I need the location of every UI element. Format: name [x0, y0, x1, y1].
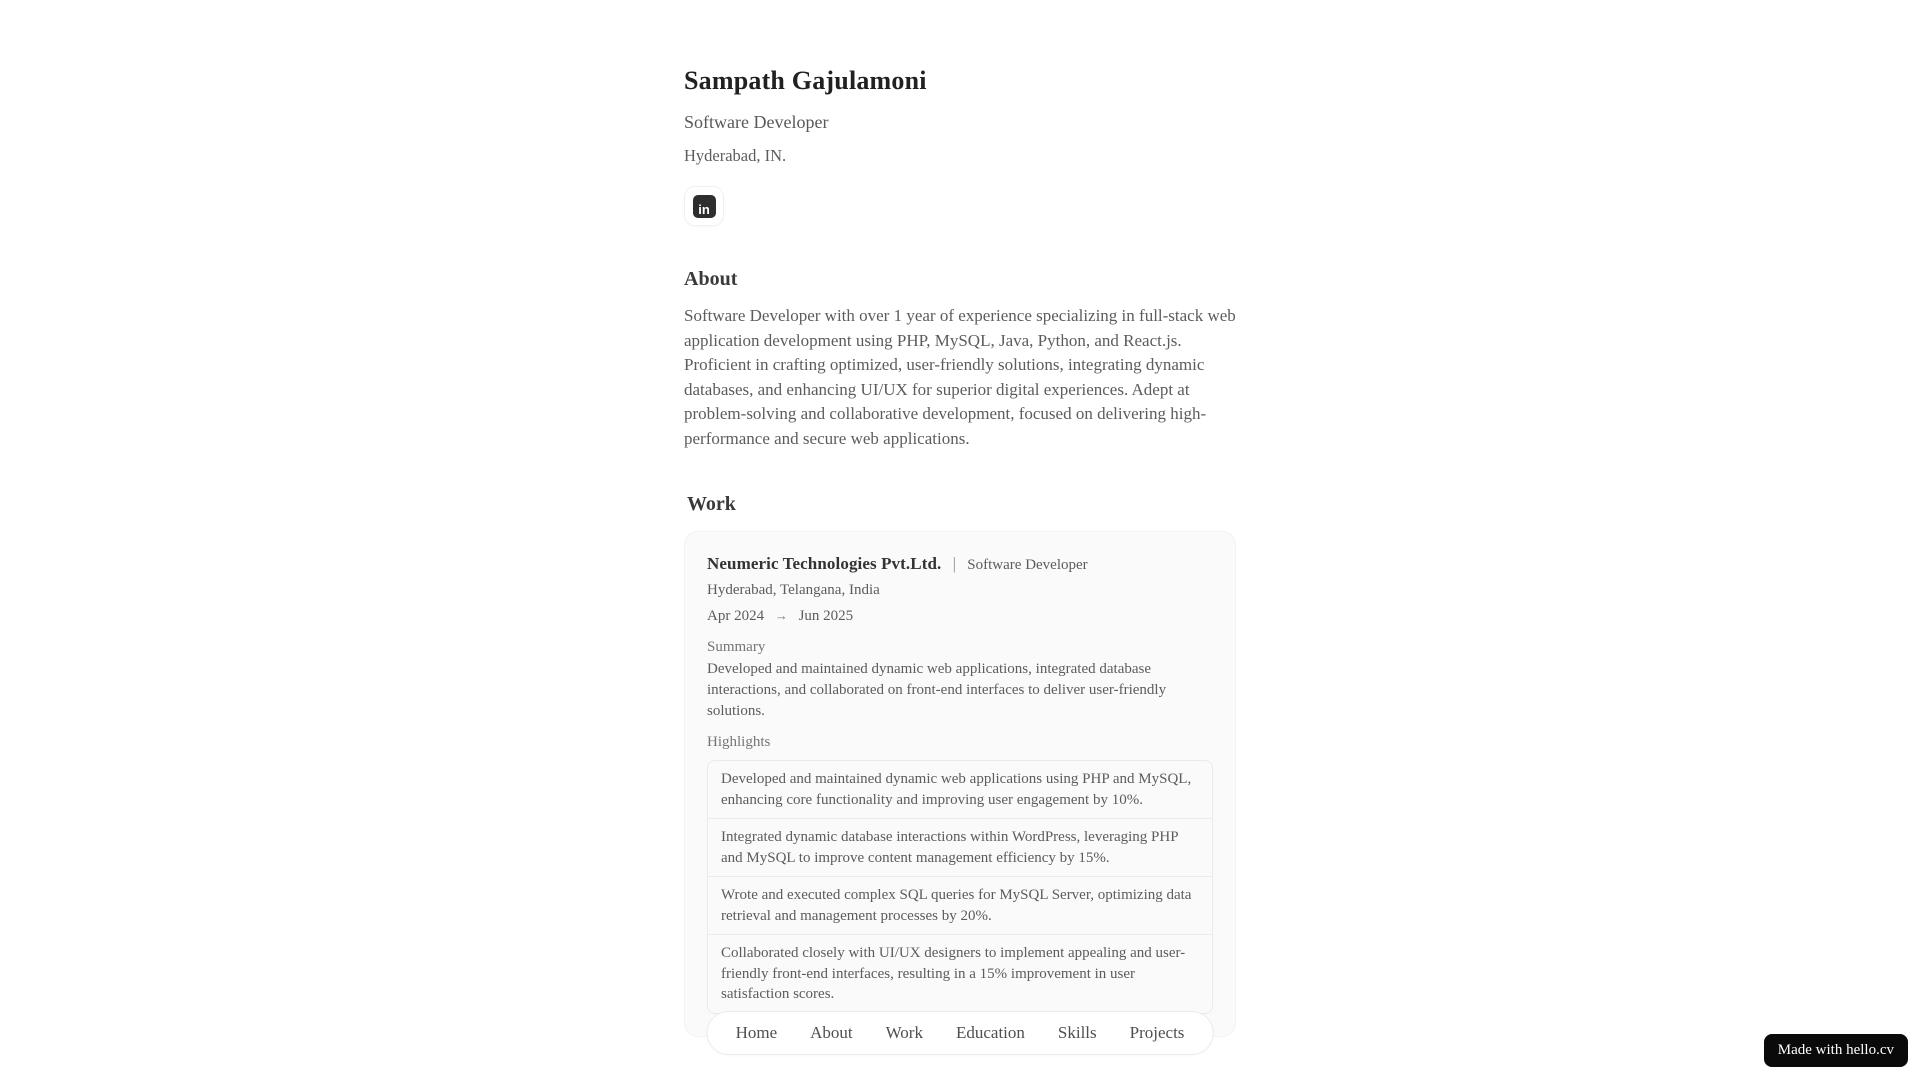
profile-location: Hyderabad, IN. — [684, 146, 787, 165]
linkedin-button[interactable] — [684, 186, 724, 226]
company-name: Neumeric Technologies Pvt.Ltd. — [707, 554, 942, 573]
linkedin-icon: in — [693, 195, 716, 218]
arrow-right-icon: → — [774, 608, 788, 623]
nav-item-education[interactable]: Education — [955, 1023, 1025, 1042]
profile-title: Software Developer — [684, 112, 829, 132]
highlight-item: Collaborated closely with UI/UX designers to implement appealing and user-friendly front-end interfaces, resulting in a 15% improvement in user satisfaction scores. — [721, 945, 1186, 1002]
work-heading: Work — [687, 493, 736, 515]
summary-text: Developed and maintained dynamic web applications, integrated database interactions, and collaborated on front-end interfaces to deliver user-friendly solutions. — [707, 661, 1167, 719]
resume-page — [684, 0, 1236, 1037]
bottom-nav — [707, 1011, 1214, 1055]
made-with-hellocv-badge[interactable]: Made with hello.cv — [1764, 1034, 1908, 1067]
work-entry-header — [707, 554, 1213, 574]
profile-name: Sampath Gajulamoni — [684, 66, 927, 95]
highlights-list — [707, 760, 1213, 1014]
about-heading: About — [684, 268, 738, 290]
nav-item-home[interactable]: Home — [735, 1023, 778, 1042]
job-location: Hyderabad, Telangana, India — [707, 582, 880, 598]
highlights-label: Highlights — [707, 734, 771, 750]
job-date-start: Apr 2024 — [707, 608, 765, 624]
nav-item-work[interactable]: Work — [885, 1023, 923, 1042]
about-text: Software Developer with over 1 year of experience specializing in full-stack web application development using PHP, MySQL, Java, Python, and React.js. Proficient in crafting optimized, user-friendly solutions, integrating dynamic databases, and enhancing UI/UX for superior digital experiences. Adept at problem-solving and collaborative development, focused on delivering high-performance and secure web applications. — [684, 306, 1236, 448]
summary-label: Summary — [707, 639, 766, 655]
nav-item-skills[interactable]: Skills — [1057, 1023, 1097, 1042]
social-links-row — [684, 186, 1236, 226]
highlight-item: Developed and maintained dynamic web applications using PHP and MySQL, enhancing core functionality and improving user engagement by 10%. — [708, 761, 1212, 819]
highlight-item: Wrote and executed complex SQL queries for MySQL Server, optimizing data retrieval and management processes by 20%. — [708, 877, 1212, 935]
job-dates — [707, 608, 1213, 625]
highlight-item: Integrated dynamic database interactions within WordPress, leveraging PHP and MySQL to improve content management efficiency by 15%. — [708, 819, 1212, 877]
company-role-separator: | — [952, 554, 957, 573]
nav-item-projects[interactable]: Projects — [1129, 1023, 1185, 1042]
nav-item-about[interactable]: About — [810, 1023, 853, 1042]
work-entry-card — [684, 531, 1236, 1037]
job-role: Software Developer — [967, 557, 1088, 573]
job-date-end: Jun 2025 — [798, 608, 854, 624]
